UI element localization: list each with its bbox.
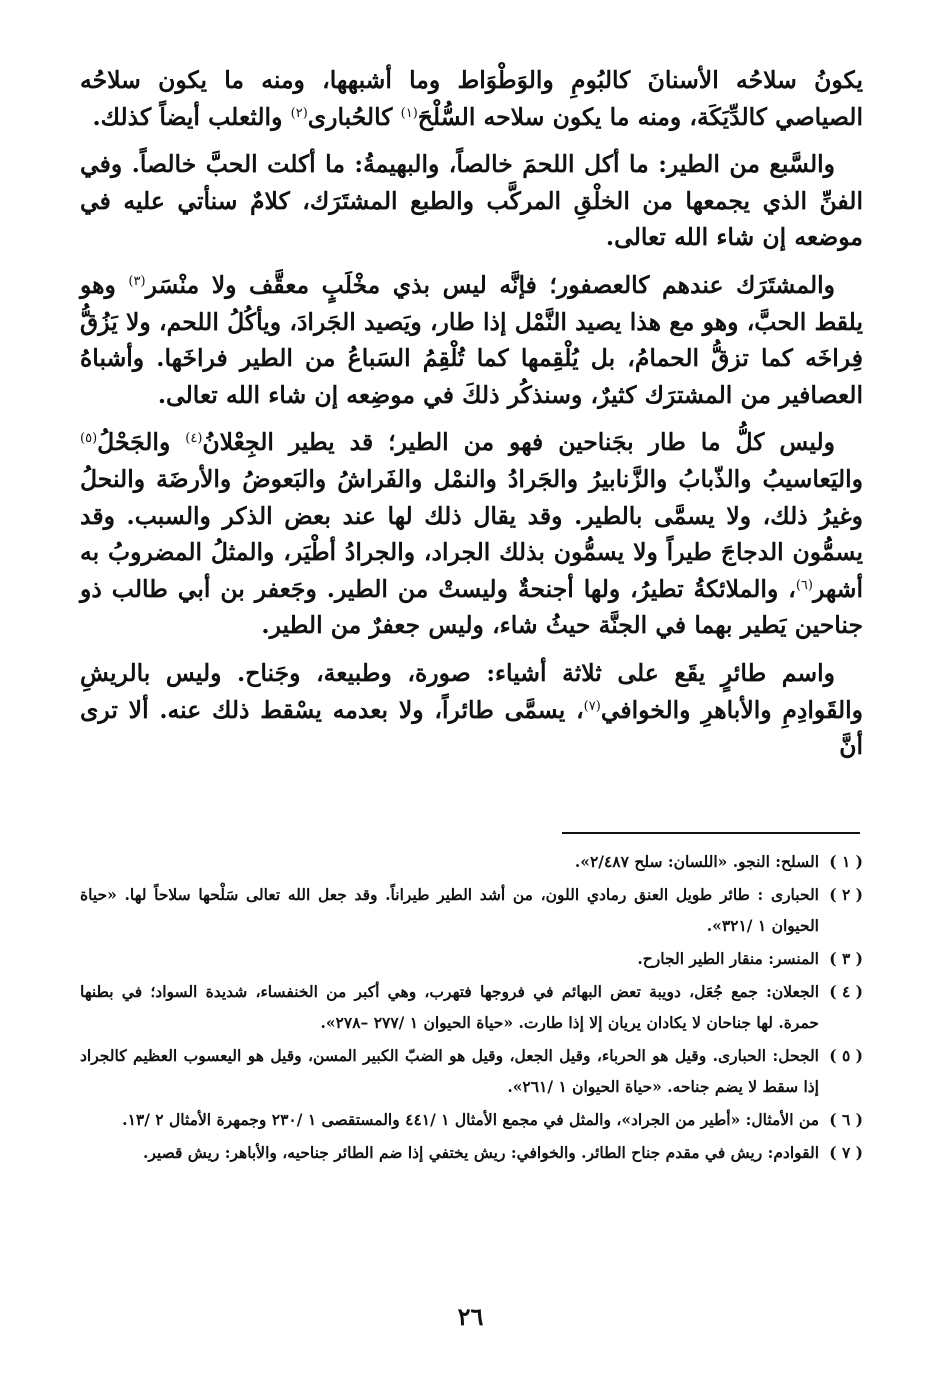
footnote-number: ( ٥ ) bbox=[829, 1046, 863, 1065]
text-run: واليَعاسيبُ والذّبابُ والزَّنابيرُ والجَرادُ والنمْل والفَراشُ والبَعوضُ والأرضَة والنحلُ وغيرُ ذلك، ولا يسمَّى بالطير. وقد يقال ذلك لها عند بعض الذكر والسبب. وقد يسمُّون الدجاجَ طيراً ولا يسمُّون بذلك الجراد، والجرادُ أطْيَر، والمثلُ المضروبُ به أشهر bbox=[80, 464, 863, 603]
footnote-number: ( ٦ ) bbox=[829, 1110, 863, 1129]
footnote-5 bbox=[80, 1040, 863, 1102]
footnote-ref-1: (١) bbox=[400, 105, 418, 121]
footnote-divider bbox=[562, 832, 860, 834]
footnote-ref-4: (٤) bbox=[185, 431, 203, 447]
text-run: ، يسمَّى طائراً، ولا بعدمه يسْقط ذلك عنه. ألا ترى أنَّ bbox=[80, 695, 863, 761]
footnote-text: الجعلان: جمع جُعَل، دويبة تعض البهائم في فروجها فتهرب، وهي أكبر من الخنفساء، شديدة السواد؛ في بطنها حمرة. لها جناحان لا يكادان يريان إلا إذا طارت. «حياة الحيوان ١ /٢٧٧ –٢٧٨». bbox=[80, 982, 819, 1032]
footnote-ref-5: (٥) bbox=[80, 431, 98, 447]
footnote-text: السلح: النجو. «اللسان: سلح ٢/٤٨٧». bbox=[574, 852, 819, 871]
footnote-text: الحبارى : طائر طويل العنق رمادي اللون، من أشد الطير طيراناً. وقد جعل الله تعالى سَلْحها سلاحاً لها. «حياة الحيوان ١ /٣٢١». bbox=[80, 885, 819, 935]
footnote-text: من الأمثال: «أطير من الجراد»، والمثل في مجمع الأمثال ١ /٤٤١ والمستقصى ١ /٢٣٠ وجمهرة الأمثال ٢ /١٣. bbox=[122, 1110, 819, 1129]
footnotes bbox=[80, 846, 863, 1170]
footnote-ref-2: (٢) bbox=[290, 105, 308, 121]
text-run: والمشتَرَك عندهم كالعصفور؛ فإنَّه ليس بذي مخْلَبٍ معقَّف ولا منْسَر bbox=[145, 270, 836, 299]
footnote-1 bbox=[80, 846, 863, 877]
paragraph-3 bbox=[80, 267, 863, 413]
paragraph-2 bbox=[80, 146, 863, 256]
footnote-7 bbox=[80, 1137, 863, 1168]
footnote-ref-6: (٦) bbox=[795, 577, 813, 593]
footnote-number: ( ٢ ) bbox=[829, 885, 863, 904]
paragraph-1 bbox=[80, 62, 863, 135]
footnote-2 bbox=[80, 879, 863, 941]
footnote-4 bbox=[80, 976, 863, 1038]
paragraph-5 bbox=[80, 655, 863, 765]
text-run: يكونُ سلاحُه الأسنانَ كالبُومِ والوَطْوَاط وما أشبهها، ومنه ما يكون سلاحُه الصياصي كالدِّيَكَة، ومنه ما يكون سلاحه السُّلْحَ bbox=[80, 66, 863, 131]
text-run: والجَحْلُ bbox=[97, 428, 186, 457]
paragraph-4 bbox=[80, 424, 863, 644]
footnote-text: الجحل: الحبارى. وقيل هو الحرباء، وقيل الجعل، وقيل هو الضبّ الكبير المسن، وقيل هو اليعسوب العظيم كالجراد إذا سقط لا يضم جناحه. «حياة الحيوان ١ /٢٦١». bbox=[80, 1046, 819, 1096]
footnote-text: المنسر: منقار الطير الجارح. bbox=[637, 949, 819, 968]
footnote-6 bbox=[80, 1104, 863, 1135]
footnote-number: ( ٧ ) bbox=[829, 1143, 863, 1162]
footnote-number: ( ١ ) bbox=[829, 852, 863, 871]
text-run: والسَّبع من الطير: ما أكل اللحمَ خالصاً، والبهيمةُ: ما أكلت الحبَّ خالصاً. وفي الفنِّ الذي يجمعها من الخلْقِ المركَّب والطبع المشتَرَك، كلامٌ سنأتي عليه في موضعه إن شاء الله تعالى. bbox=[80, 150, 863, 252]
text-run: كالحُبارى bbox=[307, 102, 401, 131]
footnote-text: القوادم: ريش في مقدم جناح الطائر. والخوافي: ريش يختفي إذا ضم الطائر جناحيه، والأباهر: ريش قصير. bbox=[142, 1143, 819, 1162]
text-run: واسم طائرٍ يقَع على ثلاثة أشياء: صورة، وطبيعة، وجَناح. وليس بالريشِ والقَوادِمِ والأباهرِ والخوافي bbox=[80, 658, 863, 724]
footnote-number: ( ٤ ) bbox=[829, 982, 863, 1001]
page-number: ٢٦ bbox=[457, 1302, 484, 1331]
text-run: وهو يلقط الحبَّ، وهو مع هذا يصيد النَّمْل إذا طار، ويَصيد الجَرادَ، ويأكُلُ اللحم، ولا يَزُقُّ فِراخَه كما تزقُّ الحمامُ، بل يُلْقِمها كما تُلْقِمُ السَباعُ من الطير فراخَها. وأشباهُ العصافير من المشترَك كثيرٌ، وسنذكُر ذلكَ في موضِعه إن شاء الله تعالى. bbox=[80, 270, 863, 409]
text-run: وليس كلُّ ما طار بجَناحين فهو من الطير؛ قد يطير الجِعْلانُ bbox=[202, 428, 835, 457]
footnote-number: ( ٣ ) bbox=[829, 949, 863, 968]
footnote-3 bbox=[80, 943, 863, 974]
text-run: والثعلب أيضاً كذلك. bbox=[92, 102, 291, 131]
footnote-ref-3: (٣) bbox=[128, 273, 146, 289]
main-text bbox=[80, 62, 863, 776]
text-run: ، والملائكةُ تطيرُ، ولها أجنحةٌ وليستْ من الطير. وجَعفر بن أبي طالب ذو جناحين يَطير بهما في الجنَّة حيثُ شاء، وليس جعفرٌ من الطير. bbox=[80, 574, 863, 640]
footnote-ref-7: (٧) bbox=[583, 698, 601, 714]
